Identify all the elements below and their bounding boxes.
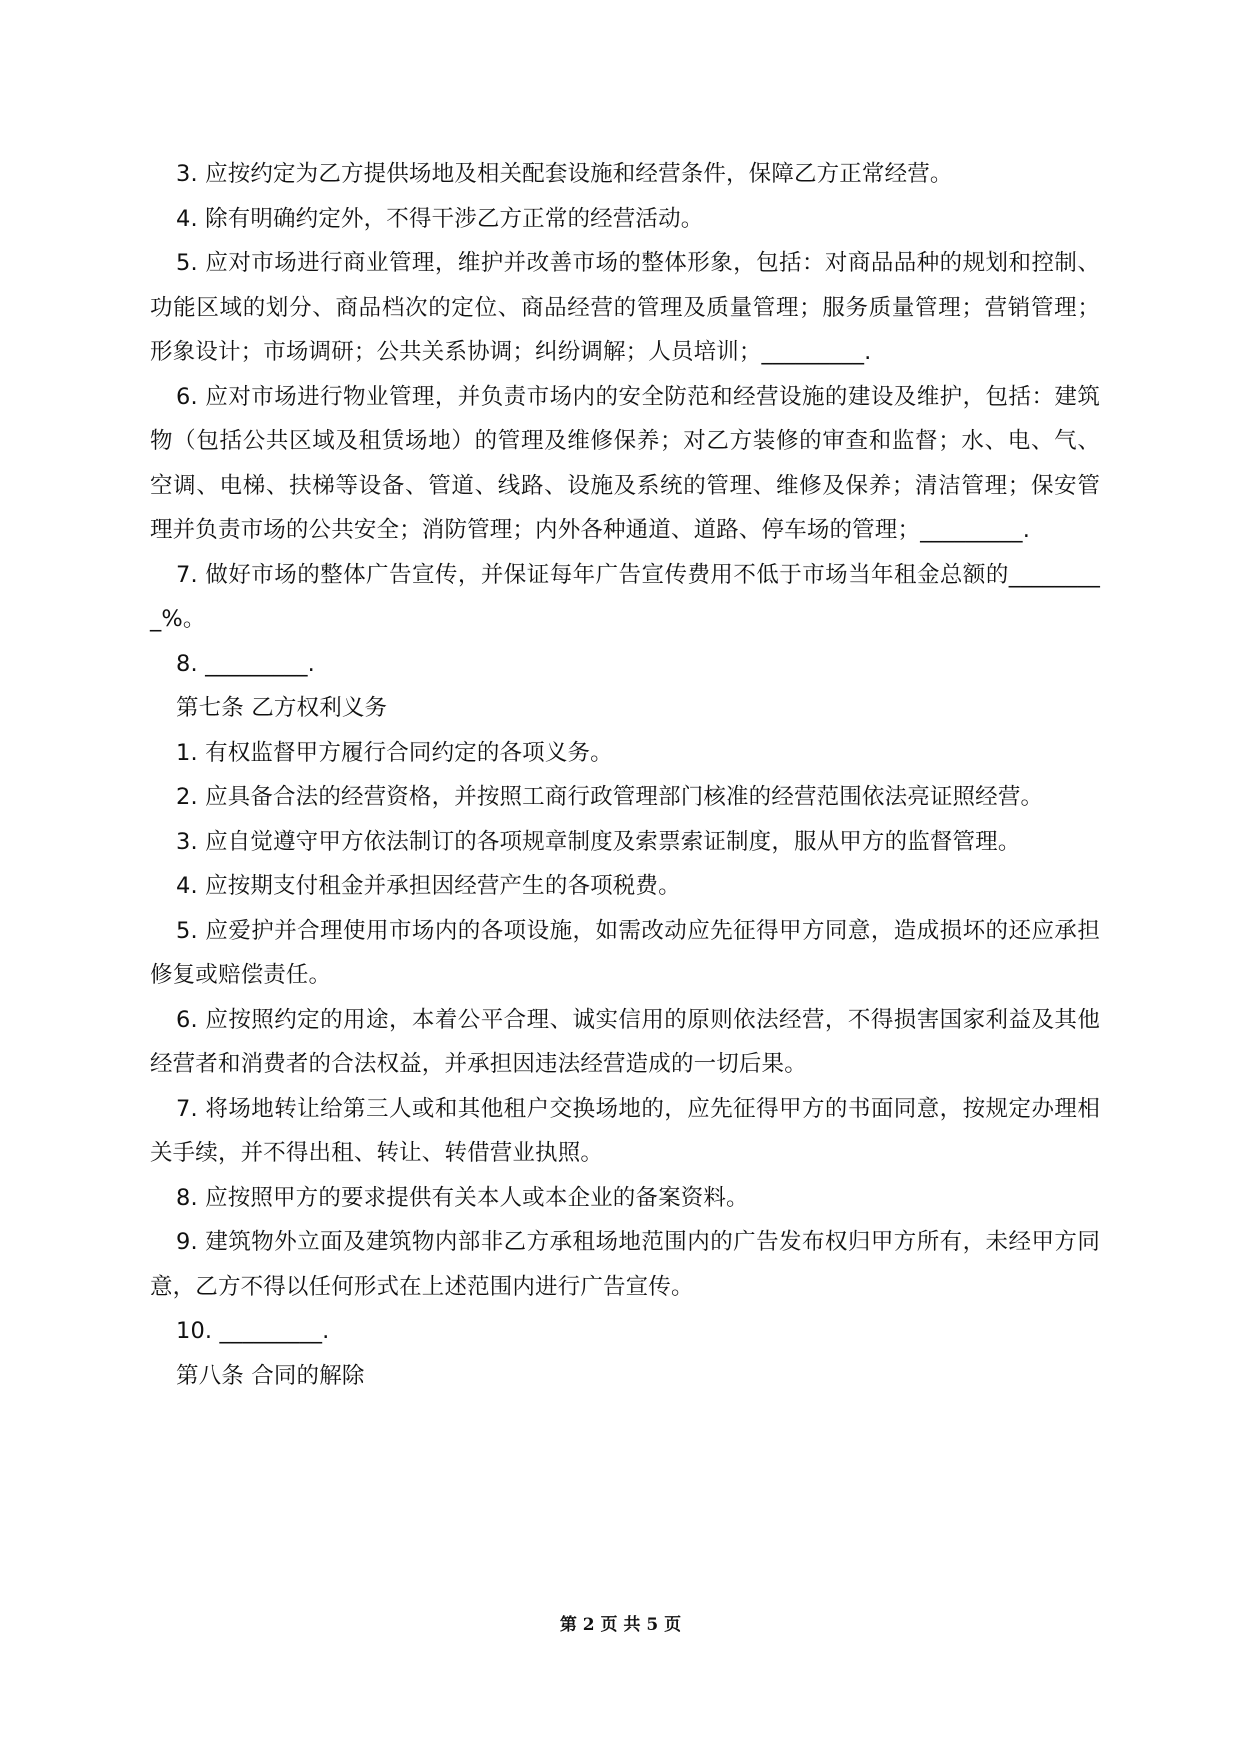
paragraph: 6. 应对市场进行物业管理，并负责市场内的安全防范和经营设施的建设及维护，包括：建筑物（包括公共区域及租赁场地）的管理及维修保养；对乙方装修的审查和监督；水、电、气、空调、电梯、扶梯等设备、管道、线路、设施及系统的管理、维修及保养；清洁管理；保安管理并负责市场的公共安全；消防管理；内外各种通道、道路、停车场的管理；_________. [150, 383, 1100, 543]
section-heading: 第七条 乙方权利义务 [176, 695, 388, 721]
paragraph: 10. _________. [176, 1318, 330, 1344]
paragraph: 4. 应按期支付租金并承担因经营产生的各项税费。 [176, 873, 681, 899]
paragraph: 5. 应爱护并合理使用市场内的各项设施，如需改动应先征得甲方同意，造成损坏的还应承担修复或赔偿责任。 [150, 917, 1100, 988]
page-number-footer: 第 2 页 共 5 页 [559, 1615, 682, 1635]
paragraph: 7. 将场地转让给第三人或和其他租户交换场地的，应先征得甲方的书面同意，按规定办理相关手续，并不得出租、转让、转借营业执照。 [150, 1095, 1100, 1166]
paragraph: 3. 应按约定为乙方提供场地及相关配套设施和经营条件，保障乙方正常经营。 [176, 161, 953, 187]
document-body [150, 152, 1100, 1398]
paragraph: 7. 做好市场的整体广告宣传，并保证每年广告宣传费用不低于市场当年租金总额的_________%。 [150, 561, 1100, 632]
paragraph: 3. 应自觉遵守甲方依法制订的各项规章制度及索票索证制度，服从甲方的监督管理。 [176, 828, 1021, 855]
paragraph: 4. 除有明确约定外，不得干涉乙方正常的经营活动。 [176, 205, 704, 232]
paragraph: 6. 应按照约定的用途，本着公平合理、诚实信用的原则依法经营，不得损害国家利益及其他经营者和消费者的合法权益，并承担因违法经营造成的一切后果。 [150, 1006, 1100, 1077]
paragraph: 2. 应具备合法的经营资格，并按照工商行政管理部门核准的经营范围依法亮证照经营。 [176, 784, 1044, 810]
paragraph: 8. _________. [176, 650, 315, 677]
section-heading: 第八条 合同的解除 [176, 1362, 365, 1389]
paragraph: 9. 建筑物外立面及建筑物内部非乙方承租场地范围内的广告发布权归甲方所有，未经甲方同意，乙方不得以任何形式在上述范围内进行广告宣传。 [150, 1229, 1100, 1300]
paragraph: 5. 应对市场进行商业管理，维护并改善市场的整体形象，包括：对商品品种的规划和控制、功能区域的划分、商品档次的定位、商品经营的管理及质量管理；服务质量管理；营销管理；形象设计；市场调研；公共关系协调；纠纷调解；人员培训；_________. [150, 250, 1100, 365]
paragraph: 1. 有权监督甲方履行合同约定的各项义务。 [176, 739, 613, 766]
paragraph: 8. 应按照甲方的要求提供有关本人或本企业的备案资料。 [176, 1184, 749, 1211]
